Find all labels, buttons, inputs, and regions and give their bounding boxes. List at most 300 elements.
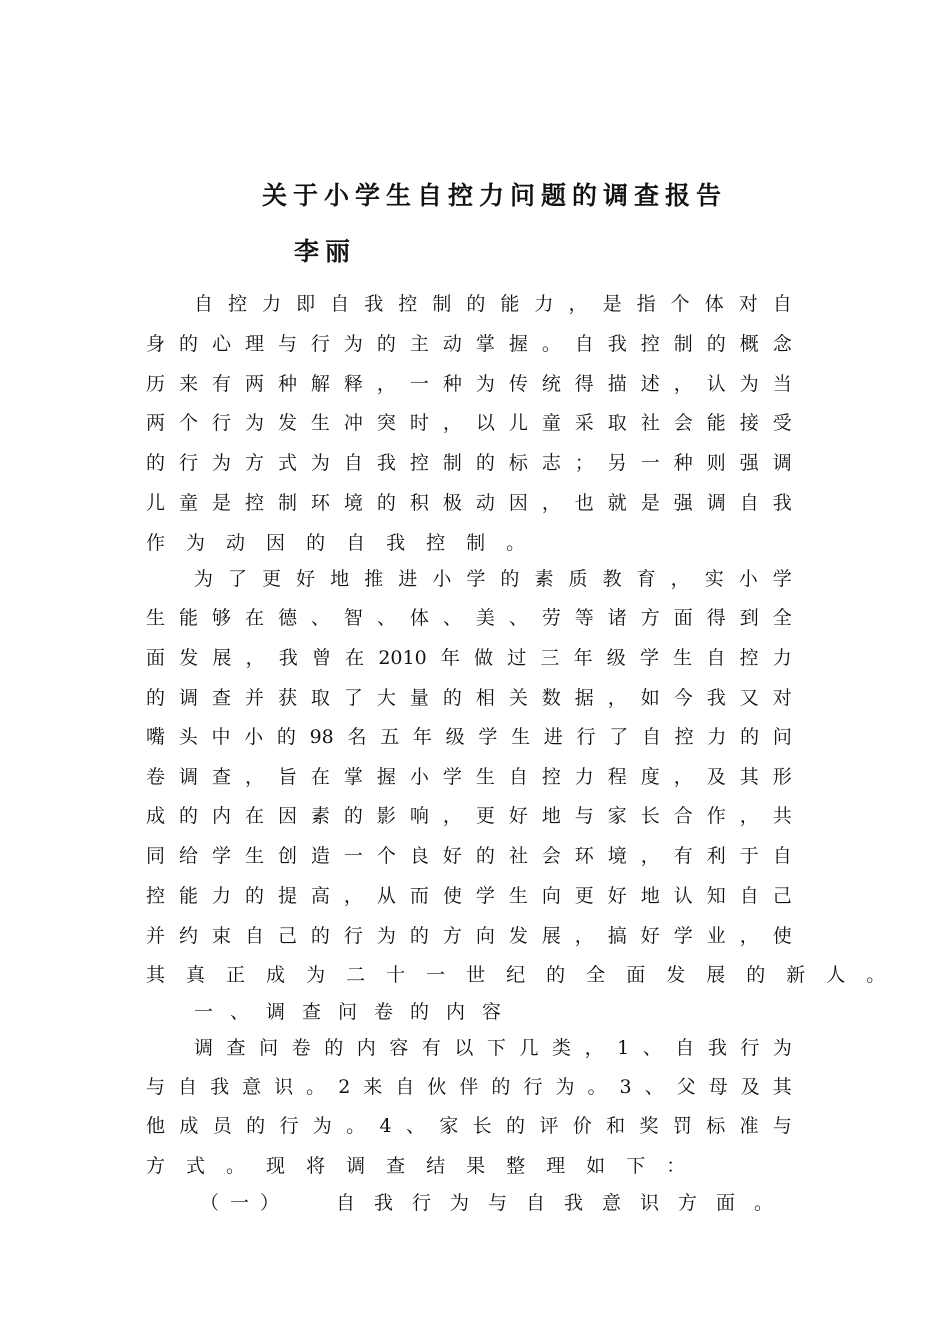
text-line xyxy=(146,449,792,477)
text-glyph: 下 xyxy=(626,1155,646,1177)
text-glyph: 德 xyxy=(277,607,297,629)
text-glyph: 4 xyxy=(379,1115,392,1137)
text-line xyxy=(194,1034,792,1062)
text-glyph: 、 xyxy=(642,1037,662,1059)
text-glyph: 掌 xyxy=(343,766,363,788)
text-glyph: 环 xyxy=(310,492,330,514)
text-glyph: 的 xyxy=(746,964,766,986)
text-glyph: 理 xyxy=(546,1155,566,1177)
text-glyph: 力 xyxy=(574,766,594,788)
text-line xyxy=(146,604,792,632)
text-glyph: ， xyxy=(244,766,264,788)
text-glyph: 历 xyxy=(146,373,166,395)
text-glyph: 会 xyxy=(673,412,693,434)
text-glyph: 高 xyxy=(310,885,330,907)
text-glyph: 自 xyxy=(346,532,366,554)
text-glyph: 能 xyxy=(178,607,198,629)
text-glyph: 作 xyxy=(146,532,166,554)
text-glyph: 于 xyxy=(739,845,759,867)
text-glyph: 制 xyxy=(442,452,462,474)
text-glyph: 伙 xyxy=(427,1076,447,1098)
text-glyph: 传 xyxy=(508,373,528,395)
text-glyph: 为 xyxy=(739,373,759,395)
text-glyph: 是 xyxy=(211,492,231,514)
text-glyph: 境 xyxy=(607,845,627,867)
text-glyph: 对 xyxy=(772,687,792,709)
text-glyph: 行 xyxy=(211,412,231,434)
text-glyph: 评 xyxy=(539,1115,559,1137)
text-glyph: 年 xyxy=(412,726,432,748)
text-glyph: 为 xyxy=(343,333,363,355)
text-glyph: 则 xyxy=(706,452,726,474)
text-glyph: 查 xyxy=(226,1037,246,1059)
text-glyph: 两 xyxy=(244,373,264,395)
text-glyph: 行 xyxy=(310,333,330,355)
text-glyph: 自 xyxy=(395,1076,415,1098)
text-glyph: 质 xyxy=(568,568,588,590)
text-glyph: 儿 xyxy=(508,412,528,434)
text-glyph: 母 xyxy=(708,1076,728,1098)
text-glyph: 并 xyxy=(146,925,166,947)
text-line xyxy=(194,565,792,593)
text-glyph: 的 xyxy=(178,805,198,827)
text-glyph: 今 xyxy=(673,687,693,709)
text-glyph: 为 xyxy=(186,532,206,554)
text-glyph: 好 xyxy=(442,845,462,867)
text-glyph: 查 xyxy=(211,687,231,709)
text-glyph: 会 xyxy=(541,845,561,867)
text-glyph: 生 xyxy=(244,845,264,867)
text-glyph: 员 xyxy=(212,1115,232,1137)
text-glyph: 为 xyxy=(772,1037,792,1059)
text-glyph: 志 xyxy=(541,452,561,474)
text-glyph: 因 xyxy=(266,532,286,554)
text-glyph: 了 xyxy=(609,726,629,748)
text-glyph: 教 xyxy=(602,568,622,590)
text-glyph: 头 xyxy=(178,726,198,748)
text-glyph: 学 xyxy=(478,726,498,748)
text-glyph: 父 xyxy=(676,1076,696,1098)
text-glyph: 就 xyxy=(607,492,627,514)
text-glyph: 好 xyxy=(508,805,528,827)
text-glyph: 如 xyxy=(640,687,660,709)
text-glyph: 动 xyxy=(475,492,495,514)
text-glyph: 小 xyxy=(432,568,452,590)
text-glyph: 2010 xyxy=(378,647,427,669)
text-glyph: 卷 xyxy=(291,1037,311,1059)
text-glyph: 的 xyxy=(466,293,486,315)
text-glyph: 业 xyxy=(706,925,726,947)
text-glyph: 作 xyxy=(706,805,726,827)
text-glyph: 我 xyxy=(707,1037,727,1059)
text-glyph: 学 xyxy=(466,568,486,590)
text-glyph: 人 xyxy=(826,964,846,986)
text-glyph: 知 xyxy=(706,885,726,907)
text-glyph: 够 xyxy=(211,607,231,629)
text-glyph: 查 xyxy=(386,1155,406,1177)
text-glyph: 从 xyxy=(376,885,396,907)
text-glyph: 得 xyxy=(574,373,594,395)
text-glyph: 。 xyxy=(226,1155,246,1177)
text-glyph: 进 xyxy=(543,726,563,748)
text-glyph: 面 xyxy=(673,607,693,629)
text-glyph: 行 xyxy=(343,925,363,947)
text-glyph: 力 xyxy=(707,726,727,748)
text-glyph: 生 xyxy=(310,412,330,434)
text-glyph: 一 xyxy=(640,452,660,474)
text-glyph: 搞 xyxy=(607,925,627,947)
text-glyph: 为 xyxy=(376,925,396,947)
text-glyph: 我 xyxy=(386,532,406,554)
text-glyph: 3 xyxy=(619,1076,632,1098)
text-glyph: 为 xyxy=(211,452,231,474)
text-line xyxy=(146,489,792,517)
text-glyph: 成 xyxy=(146,805,166,827)
text-glyph: 旨 xyxy=(277,766,297,788)
text-glyph: ， xyxy=(568,293,588,315)
text-glyph: 为 xyxy=(244,412,264,434)
text-glyph: 束 xyxy=(211,925,231,947)
text-glyph: 与 xyxy=(277,333,297,355)
text-glyph: 境 xyxy=(343,492,363,514)
subsection-number: （一） xyxy=(200,1192,291,1214)
text-glyph: 家 xyxy=(607,805,627,827)
text-glyph: 查 xyxy=(211,766,231,788)
text-glyph: 他 xyxy=(146,1115,166,1137)
text-glyph: 发 xyxy=(508,925,528,947)
text-glyph: 2 xyxy=(338,1076,351,1098)
text-glyph: 为 xyxy=(310,452,330,474)
text-glyph: 自 xyxy=(739,885,759,907)
text-glyph: 响 xyxy=(409,805,429,827)
text-glyph: 世 xyxy=(466,964,486,986)
text-glyph: 因 xyxy=(508,492,528,514)
text-glyph: 握 xyxy=(376,766,396,788)
text-glyph: 五 xyxy=(380,726,400,748)
text-glyph: 行 xyxy=(740,1037,760,1059)
text-glyph: 也 xyxy=(574,492,594,514)
text-glyph: 的 xyxy=(491,1076,511,1098)
text-glyph: 识 xyxy=(274,1076,294,1098)
text-glyph: 学 xyxy=(211,845,231,867)
text-glyph: 调 xyxy=(772,452,792,474)
text-glyph: 嘴 xyxy=(146,726,166,748)
text-glyph: ， xyxy=(376,373,396,395)
text-glyph: ， xyxy=(442,805,462,827)
text-glyph: 年 xyxy=(573,647,593,669)
text-glyph: 到 xyxy=(739,607,759,629)
text-glyph: 发 xyxy=(666,964,686,986)
text-glyph: 采 xyxy=(574,412,594,434)
text-glyph: 控 xyxy=(426,532,446,554)
text-glyph: 控 xyxy=(739,647,759,669)
text-line xyxy=(146,763,792,791)
text-glyph: 了 xyxy=(343,687,363,709)
text-glyph: 生 xyxy=(475,766,495,788)
text-glyph: 展 xyxy=(706,964,726,986)
text-glyph: 童 xyxy=(178,492,198,514)
text-glyph: 同 xyxy=(146,845,166,867)
text-glyph: 做 xyxy=(474,647,494,669)
text-glyph: 自 xyxy=(508,766,528,788)
text-glyph: 成 xyxy=(179,1115,199,1137)
text-glyph: 一 xyxy=(343,845,363,867)
text-glyph: ， xyxy=(541,492,561,514)
text-glyph: 良 xyxy=(409,845,429,867)
text-glyph: 个 xyxy=(670,293,690,315)
text-glyph: 好 xyxy=(640,925,660,947)
text-glyph: 在 xyxy=(345,647,365,669)
text-glyph: 力 xyxy=(534,293,554,315)
text-glyph: 展 xyxy=(212,647,232,669)
text-glyph: 调 xyxy=(346,1155,366,1177)
text-glyph: 据 xyxy=(574,687,594,709)
text-glyph: 名 xyxy=(347,726,367,748)
text-glyph: 指 xyxy=(636,293,656,315)
text-line xyxy=(194,290,792,318)
text-glyph: 行 xyxy=(279,1115,299,1137)
text-glyph: 控 xyxy=(674,726,694,748)
text-glyph: 控 xyxy=(541,766,561,788)
text-glyph: 与 xyxy=(574,805,594,827)
text-glyph: 二 xyxy=(346,964,366,986)
text-glyph: 来 xyxy=(363,1076,383,1098)
text-glyph: ， xyxy=(640,845,660,867)
text-glyph: 握 xyxy=(508,333,528,355)
text-glyph: 一 xyxy=(426,964,446,986)
text-glyph: 我 xyxy=(364,293,384,315)
text-glyph: 并 xyxy=(244,687,264,709)
text-glyph: 我 xyxy=(607,333,627,355)
text-glyph: 向 xyxy=(475,925,495,947)
section-heading: 一、调查问卷的内容 xyxy=(194,1001,519,1023)
text-glyph: 念 xyxy=(772,333,792,355)
text-glyph: 而 xyxy=(409,885,429,907)
text-glyph: 积 xyxy=(409,492,429,514)
text-glyph: 自 xyxy=(343,452,363,474)
text-glyph: 准 xyxy=(739,1115,759,1137)
text-glyph: 在 xyxy=(244,607,264,629)
text-glyph: 制 xyxy=(466,532,486,554)
text-line xyxy=(146,644,792,672)
text-glyph: 等 xyxy=(574,607,594,629)
text-glyph: 学 xyxy=(772,568,792,590)
text-glyph: 制 xyxy=(673,333,693,355)
text-glyph: 力 xyxy=(262,293,282,315)
text-glyph: 共 xyxy=(772,805,792,827)
text-glyph: 十 xyxy=(386,964,406,986)
text-glyph: 三 xyxy=(540,647,560,669)
text-glyph: 能 xyxy=(500,293,520,315)
text-glyph: 描 xyxy=(607,373,627,395)
text-glyph: 劳 xyxy=(541,607,561,629)
text-glyph: 整 xyxy=(506,1155,526,1177)
text-glyph: 为 xyxy=(194,568,214,590)
text-glyph: 自 xyxy=(706,647,726,669)
text-glyph: 。 xyxy=(346,1115,366,1137)
text-line xyxy=(146,1112,792,1140)
text-glyph: 有 xyxy=(673,845,693,867)
text-line xyxy=(146,409,792,437)
text-glyph: 生 xyxy=(508,885,528,907)
text-glyph: 的 xyxy=(475,845,495,867)
text-glyph: 发 xyxy=(179,647,199,669)
text-glyph: 、 xyxy=(442,607,462,629)
text-glyph: 行 xyxy=(178,452,198,474)
text-glyph: 地 xyxy=(640,885,660,907)
text-glyph: 方 xyxy=(146,1155,166,1177)
text-glyph: 力 xyxy=(772,647,792,669)
text-glyph: 我 xyxy=(376,452,396,474)
text-glyph: 使 xyxy=(442,885,462,907)
text-glyph: 容 xyxy=(389,1037,409,1059)
document-author: 李丽 xyxy=(294,237,357,266)
text-glyph: 的 xyxy=(178,333,198,355)
text-glyph: 接 xyxy=(739,412,759,434)
text-glyph: 奖 xyxy=(639,1115,659,1137)
text-glyph: 在 xyxy=(310,766,330,788)
text-glyph: ， xyxy=(670,568,690,590)
text-glyph: 的 xyxy=(146,452,166,474)
text-glyph: 曾 xyxy=(311,647,331,669)
text-glyph: 方 xyxy=(640,607,660,629)
text-glyph: 自 xyxy=(330,293,350,315)
text-glyph: 是 xyxy=(640,492,660,514)
text-glyph: 童 xyxy=(541,412,561,434)
text-glyph: ， xyxy=(343,885,363,907)
text-glyph: 极 xyxy=(442,492,462,514)
text-glyph: 以 xyxy=(475,412,495,434)
text-glyph: 小 xyxy=(409,766,429,788)
text-glyph: 意 xyxy=(242,1076,262,1098)
text-glyph: 认 xyxy=(673,885,693,907)
text-glyph: 标 xyxy=(706,1115,726,1137)
text-glyph: 如 xyxy=(586,1155,606,1177)
text-glyph: 育 xyxy=(636,568,656,590)
text-glyph: 为 xyxy=(306,964,326,986)
text-glyph: 自 xyxy=(772,293,792,315)
text-glyph: 认 xyxy=(706,373,726,395)
text-glyph: 控 xyxy=(228,293,248,315)
text-glyph: 。 xyxy=(506,532,526,554)
text-glyph: 、 xyxy=(508,607,528,629)
text-glyph: 长 xyxy=(640,805,660,827)
text-glyph: 、 xyxy=(310,607,330,629)
text-glyph: 是 xyxy=(602,293,622,315)
text-glyph: 了 xyxy=(228,568,248,590)
text-glyph: 级 xyxy=(445,726,465,748)
text-glyph: 另 xyxy=(607,452,627,474)
text-glyph: 果 xyxy=(466,1155,486,1177)
text-glyph: 与 xyxy=(772,1115,792,1137)
text-glyph: 伴 xyxy=(459,1076,479,1098)
text-line xyxy=(146,529,792,557)
text-glyph: 约 xyxy=(178,925,198,947)
text-glyph: 量 xyxy=(409,687,429,709)
text-glyph: 自 xyxy=(194,293,214,315)
text-glyph: 的 xyxy=(706,333,726,355)
text-glyph: 式 xyxy=(277,452,297,474)
text-glyph: 发 xyxy=(277,412,297,434)
text-glyph: 自 xyxy=(244,925,264,947)
text-glyph: 的 xyxy=(343,805,363,827)
text-glyph: 自 xyxy=(574,333,594,355)
text-glyph: 自 xyxy=(178,1076,198,1098)
text-glyph: 长 xyxy=(472,1115,492,1137)
text-glyph: 的 xyxy=(246,1115,266,1137)
text-glyph: 制 xyxy=(432,293,452,315)
text-glyph: 控 xyxy=(398,293,418,315)
text-glyph: 。 xyxy=(541,333,561,355)
text-glyph: 的 xyxy=(740,726,760,748)
text-glyph: 突 xyxy=(376,412,396,434)
text-glyph: 及 xyxy=(740,1076,760,1098)
text-glyph: 即 xyxy=(296,293,316,315)
text-glyph: 学 xyxy=(639,647,659,669)
text-glyph: 自 xyxy=(772,845,792,867)
text-glyph: 的 xyxy=(276,726,296,748)
text-glyph: 以 xyxy=(454,1037,474,1059)
text-glyph: 、 xyxy=(376,607,396,629)
text-glyph: 种 xyxy=(673,452,693,474)
text-glyph: 小 xyxy=(738,568,758,590)
text-glyph: 的 xyxy=(546,964,566,986)
text-glyph: 强 xyxy=(739,452,759,474)
text-line xyxy=(146,922,792,950)
text-glyph: 面 xyxy=(626,964,646,986)
text-glyph: 的 xyxy=(146,687,166,709)
text-line xyxy=(146,723,792,751)
text-glyph: 的 xyxy=(500,568,520,590)
text-glyph: 关 xyxy=(508,687,528,709)
text-glyph: 两 xyxy=(146,412,166,434)
text-glyph: 力 xyxy=(211,885,231,907)
text-glyph: 98 xyxy=(309,726,334,748)
text-glyph: 统 xyxy=(541,373,561,395)
text-line xyxy=(146,370,792,398)
text-glyph: 卷 xyxy=(146,766,166,788)
text-glyph: 生 xyxy=(146,607,166,629)
text-glyph: 及 xyxy=(706,766,726,788)
text-glyph: 为 xyxy=(475,373,495,395)
text-line xyxy=(146,842,792,870)
text-glyph: 素 xyxy=(534,568,554,590)
text-glyph: 己 xyxy=(772,885,792,907)
text-glyph: 学 xyxy=(475,885,495,907)
text-glyph: 的 xyxy=(376,333,396,355)
text-glyph: 方 xyxy=(442,925,462,947)
text-glyph: 大 xyxy=(376,687,396,709)
text-line xyxy=(146,684,792,712)
text-glyph: 展 xyxy=(541,925,561,947)
text-glyph: 真 xyxy=(186,964,206,986)
text-glyph: 的 xyxy=(310,925,330,947)
text-glyph: 当 xyxy=(772,373,792,395)
text-glyph: ： xyxy=(666,1155,686,1177)
text-glyph: 我 xyxy=(278,647,298,669)
text-glyph: 我 xyxy=(210,1076,230,1098)
text-glyph: 学 xyxy=(673,925,693,947)
text-glyph: 创 xyxy=(277,845,297,867)
text-glyph: 行 xyxy=(576,726,596,748)
text-glyph: 受 xyxy=(772,412,792,434)
text-glyph: 有 xyxy=(211,373,231,395)
text-glyph: 更 xyxy=(574,885,594,907)
text-glyph: 因 xyxy=(277,805,297,827)
text-glyph: 更 xyxy=(262,568,282,590)
text-glyph: 实 xyxy=(704,568,724,590)
text-glyph: ， xyxy=(245,647,265,669)
